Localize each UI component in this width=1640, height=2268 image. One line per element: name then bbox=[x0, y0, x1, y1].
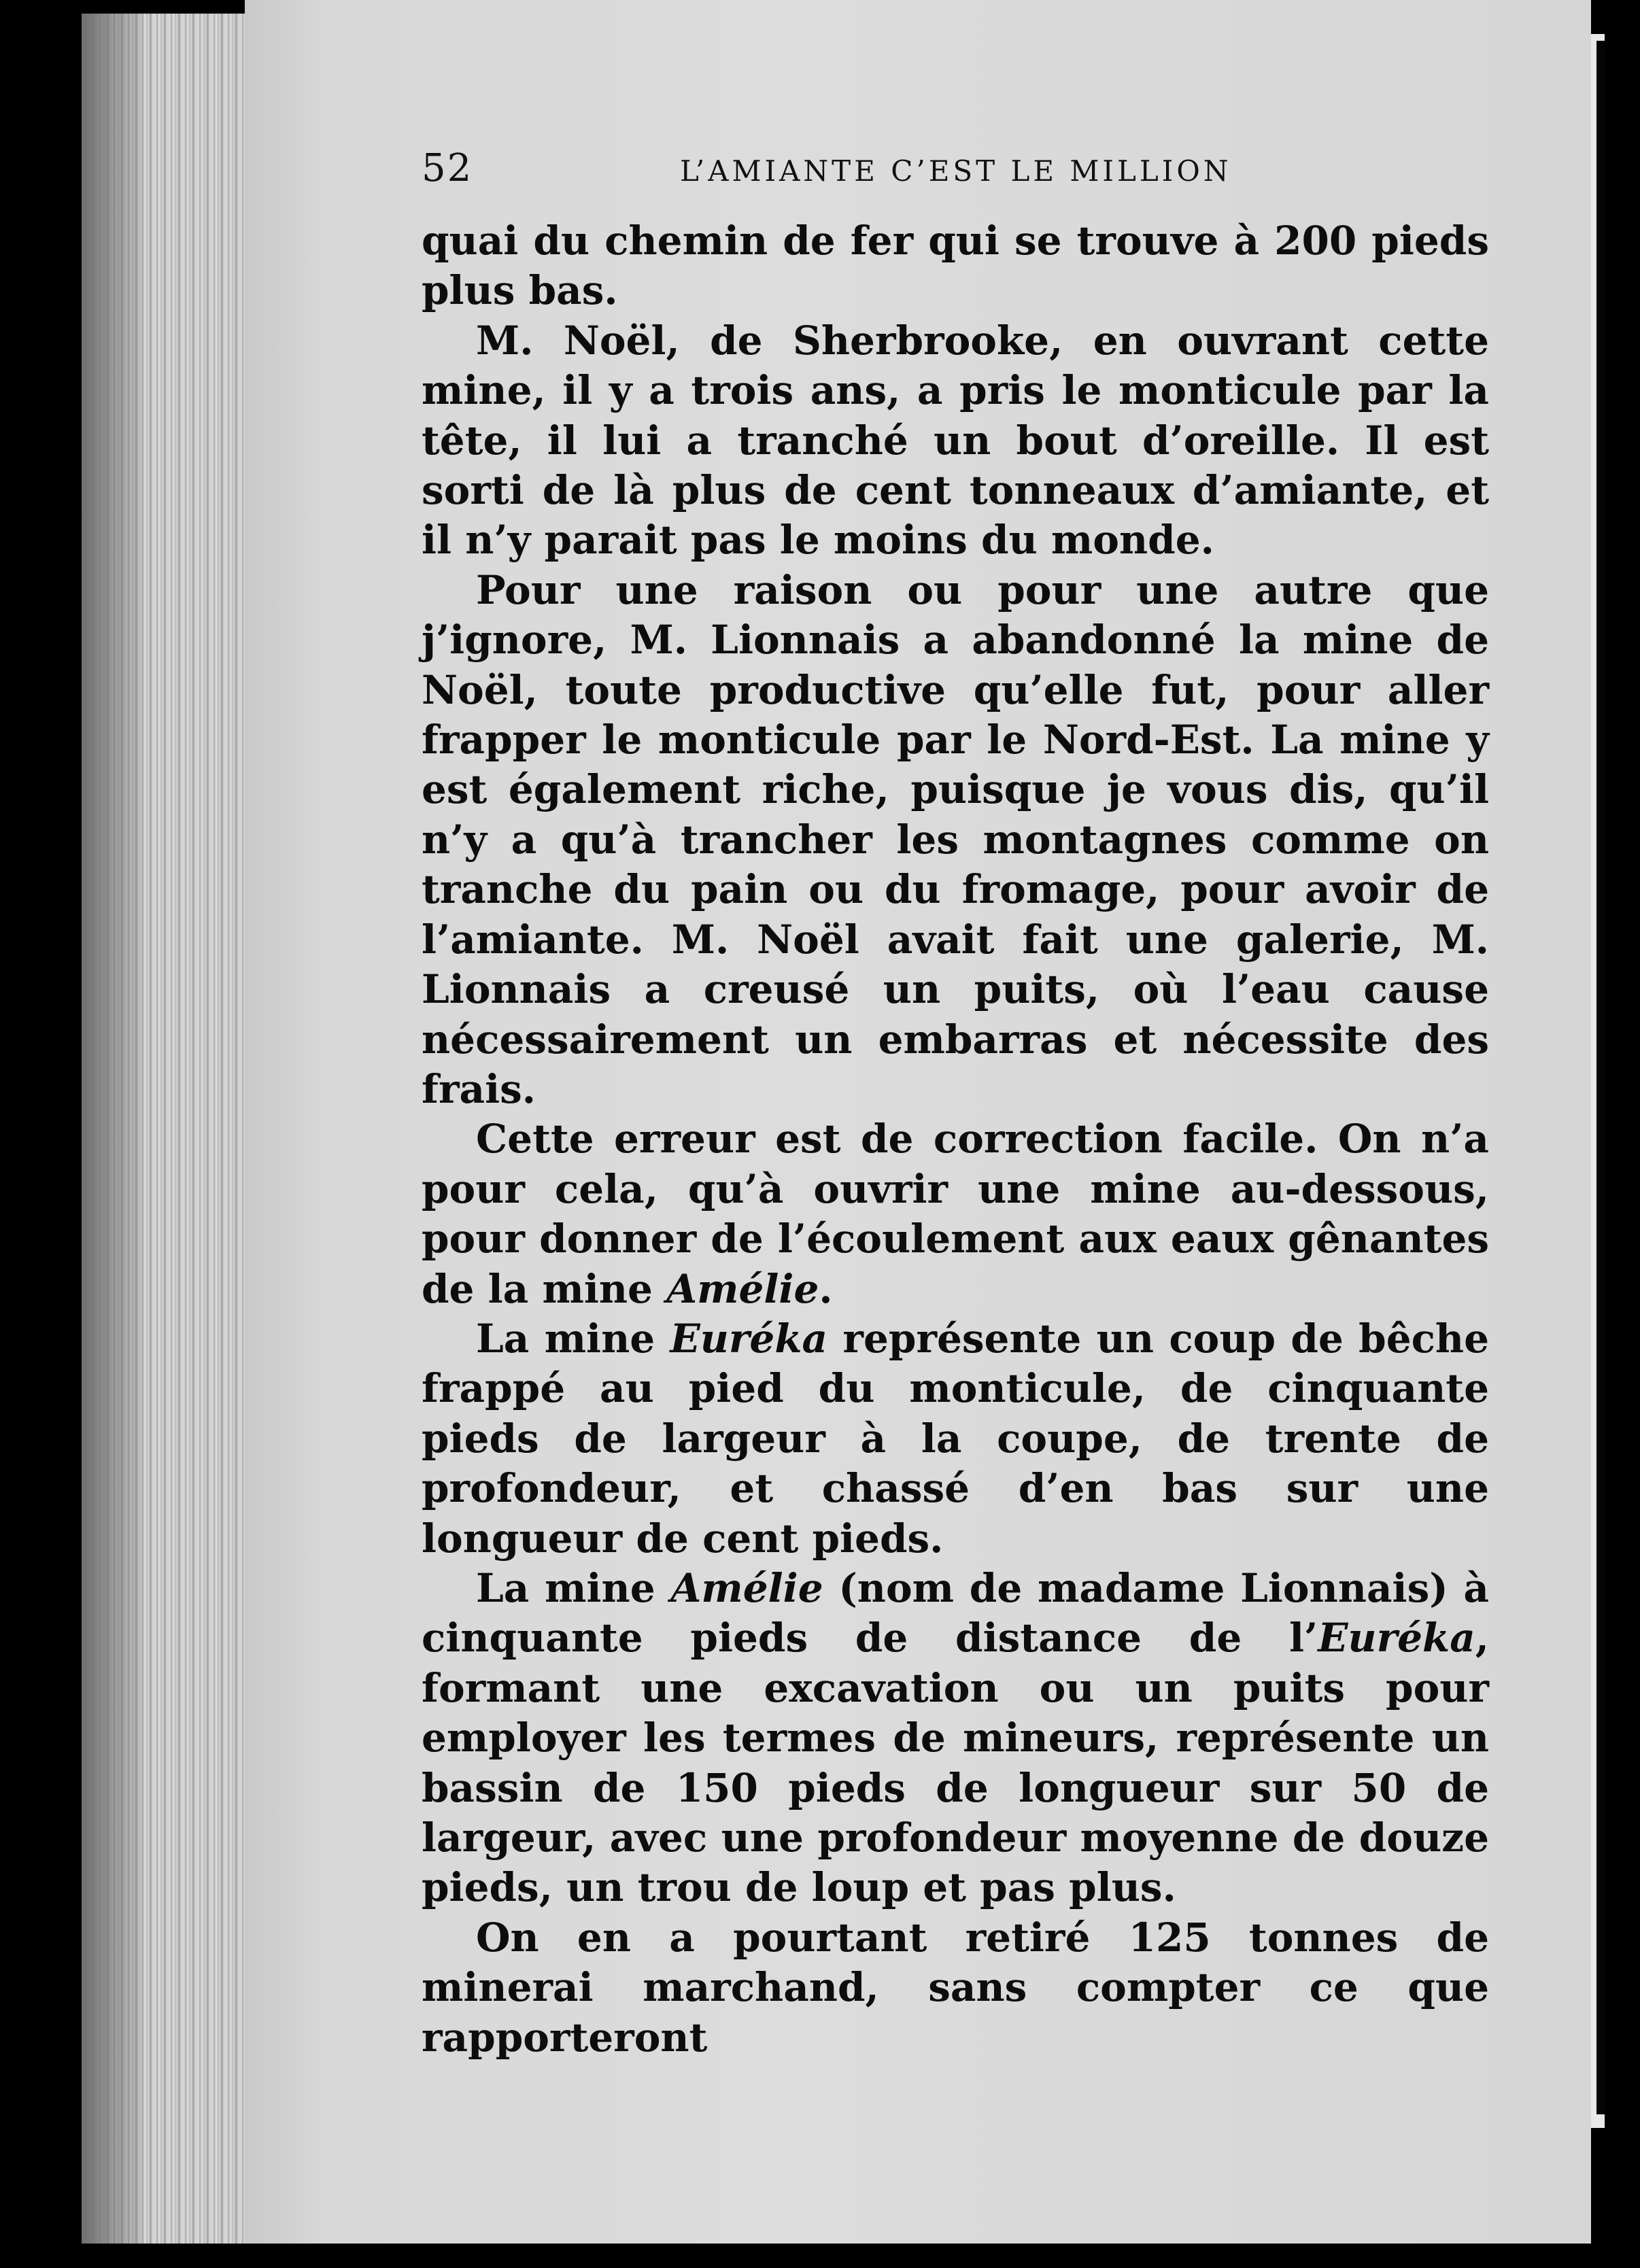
paragraph-text: On en a pourtant retiré 125 tonnes de minerai marchand, sans compter ce que rapporteront bbox=[422, 1914, 1489, 2061]
paragraph-1 bbox=[422, 216, 1489, 316]
paragraph-text: . bbox=[819, 1265, 833, 1312]
mine-name-eureka: Euréka bbox=[1318, 1615, 1475, 1662]
paragraph-text: quai du chemin de fer qui se trouve à 200 pieds plus bas. bbox=[422, 218, 1489, 314]
paragraph-4 bbox=[422, 1114, 1489, 1314]
gutter-rule bbox=[1596, 41, 1605, 2114]
page-stack-shadow bbox=[82, 14, 143, 2250]
body-text bbox=[422, 216, 1489, 2063]
paragraph-text: Cette erreur est de correction facile. On n’a pour cela, qu’à ouvrir une mine au-dessous, pour donner de l’écoulement aux eaux gênantes de la mine bbox=[422, 1116, 1489, 1312]
paragraph-text: (nom de madame Lionnais) à cinquante pieds de distance de l’ bbox=[422, 1564, 1489, 1662]
running-head bbox=[422, 146, 1577, 194]
mine-name-amelie: Amélie bbox=[666, 1265, 819, 1312]
running-title: L’AMIANTE C’EST LE MILLION bbox=[680, 154, 1232, 188]
paragraph-text: La mine bbox=[476, 1315, 670, 1362]
paragraph-7 bbox=[422, 1913, 1489, 2063]
paragraph-text: , formant une excavation ou un puits pour employer les termes de mineurs, représente un bassin de 150 pieds de longueur sur 50 de largeur, avec une profondeur moyenne de douze pieds, un trou de loup et pas plus. bbox=[422, 1615, 1489, 1911]
page-number: 52 bbox=[422, 146, 473, 190]
scan-bottom-border bbox=[0, 2244, 1640, 2268]
paragraph-3 bbox=[422, 566, 1489, 1114]
paragraph-6 bbox=[422, 1564, 1489, 1913]
mine-name-amelie: Amélie bbox=[670, 1564, 823, 1611]
paragraph-text: M. Noël, de Sherbrooke, en ouvrant cette mine, il y a trois ans, a pris le monticule par la tête, il lui a tranché un bout d’oreille. Il est sorti de là plus de cent tonneaux d’amiante, et il n’y parait pas le moins du monde. bbox=[422, 317, 1489, 564]
paragraph-5 bbox=[422, 1314, 1489, 1564]
paragraph-2 bbox=[422, 316, 1489, 566]
paragraph-text: Pour une raison ou pour une autre que j’ignore, M. Lionnais a abandonné la mine de Noël, toute productive qu’elle fut, pour aller frapper le monticule par le Nord-Est. La mine y est également riche, puisque je vous dis, qu’il n’y a qu’à trancher les montagnes comme on tranche du pain ou du fromage, pour avoir de l’amiante. M. Noël avait fait une galerie, M. Lionnais a creusé un puits, où l’eau cause nécessairement un embarras et nécessite des frais. bbox=[422, 566, 1489, 1112]
paragraph-text: La mine bbox=[476, 1564, 671, 1611]
paragraph-text: représente un coup de bêche frappé au pied du monticule, de cinquante pieds de largeur à la coupe, de trente de profondeur, et chassé d’en bas sur une longueur de cent pieds. bbox=[422, 1315, 1489, 1562]
mine-name-eureka: Euréka bbox=[670, 1315, 828, 1362]
